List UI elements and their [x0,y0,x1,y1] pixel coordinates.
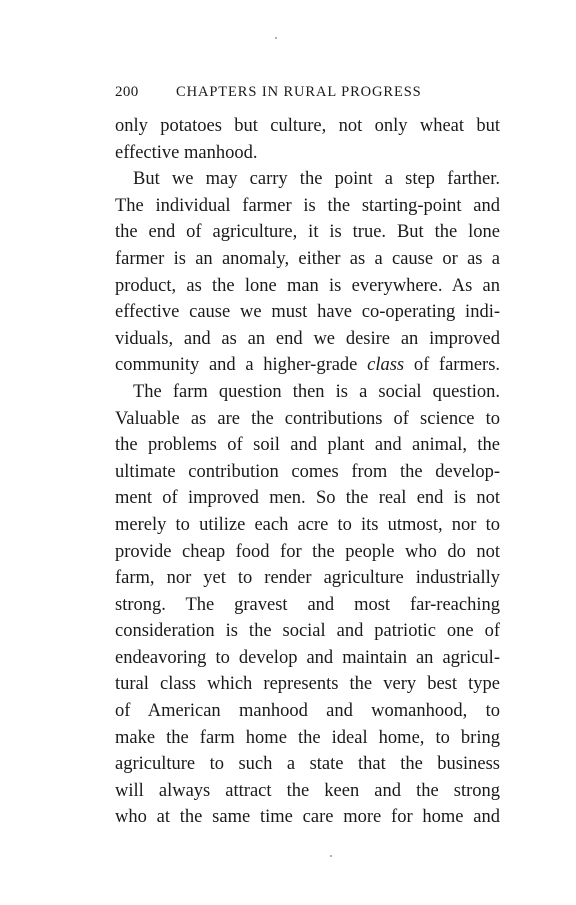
text-line: endeavoring to develop and maintain an agricul- [115,647,500,668]
text-line: the end of agriculture, it is true. But the lone [115,222,500,243]
text-line: who at the same time care more for home and [115,807,500,828]
text-line: consideration is the social and patriotic one of [115,621,500,642]
text-line: product, as the lone man is everywhere. As an [115,275,500,296]
text-line: only potatoes but culture, not only wheat but [115,116,500,136]
text-line: ment of improved men. So the real end is not [115,488,500,509]
page-number: 200 [115,84,139,100]
text-segment: community and a higher-grade [115,355,358,376]
running-head: CHAPTERS IN RURAL PROGRESS [176,84,422,100]
text-line: But we may carry the point a step farther. [133,169,500,190]
italic-word: class [367,355,405,376]
text-line: the problems of soil and plant and animal, the [115,435,500,456]
text-line: strong. The gravest and most far-reaching [115,594,500,615]
text-line: ultimate contribution comes from the develop- [115,461,500,482]
speck-bottom [330,855,332,857]
text-line: Valuable as are the contributions of science to [115,408,500,429]
text-line-mixed [115,352,500,379]
text-line: merely to utilize each acre to its utmost, nor to [115,514,500,535]
text-line: provide cheap food for the people who do not [115,541,500,562]
text-line: will always attract the keen and the strong [115,780,500,801]
text-line: farm, nor yet to render agriculture industrially [115,568,500,589]
text-line: agriculture to such a state that the business [115,754,500,775]
text-line: viduals, and as an end we desire an improved [115,328,500,349]
speck-top [275,37,277,39]
page-header [115,84,495,104]
text-line: farmer is an anomaly, either as a cause or as a [115,248,500,269]
text-line: tural class which represents the very best type [115,674,500,695]
text-line: make the farm home the ideal home, to bring [115,727,500,748]
body-text [115,113,500,831]
text-line: The farm question then is a social question. [133,381,500,402]
text-segment: of farmers. [413,355,501,376]
text-line: The individual farmer is the starting-point and [115,195,500,216]
text-line: of American manhood and womanhood, to [115,701,500,722]
text-line: effective manhood. [115,142,258,163]
text-line: effective cause we must have co-operating indi- [115,302,500,323]
